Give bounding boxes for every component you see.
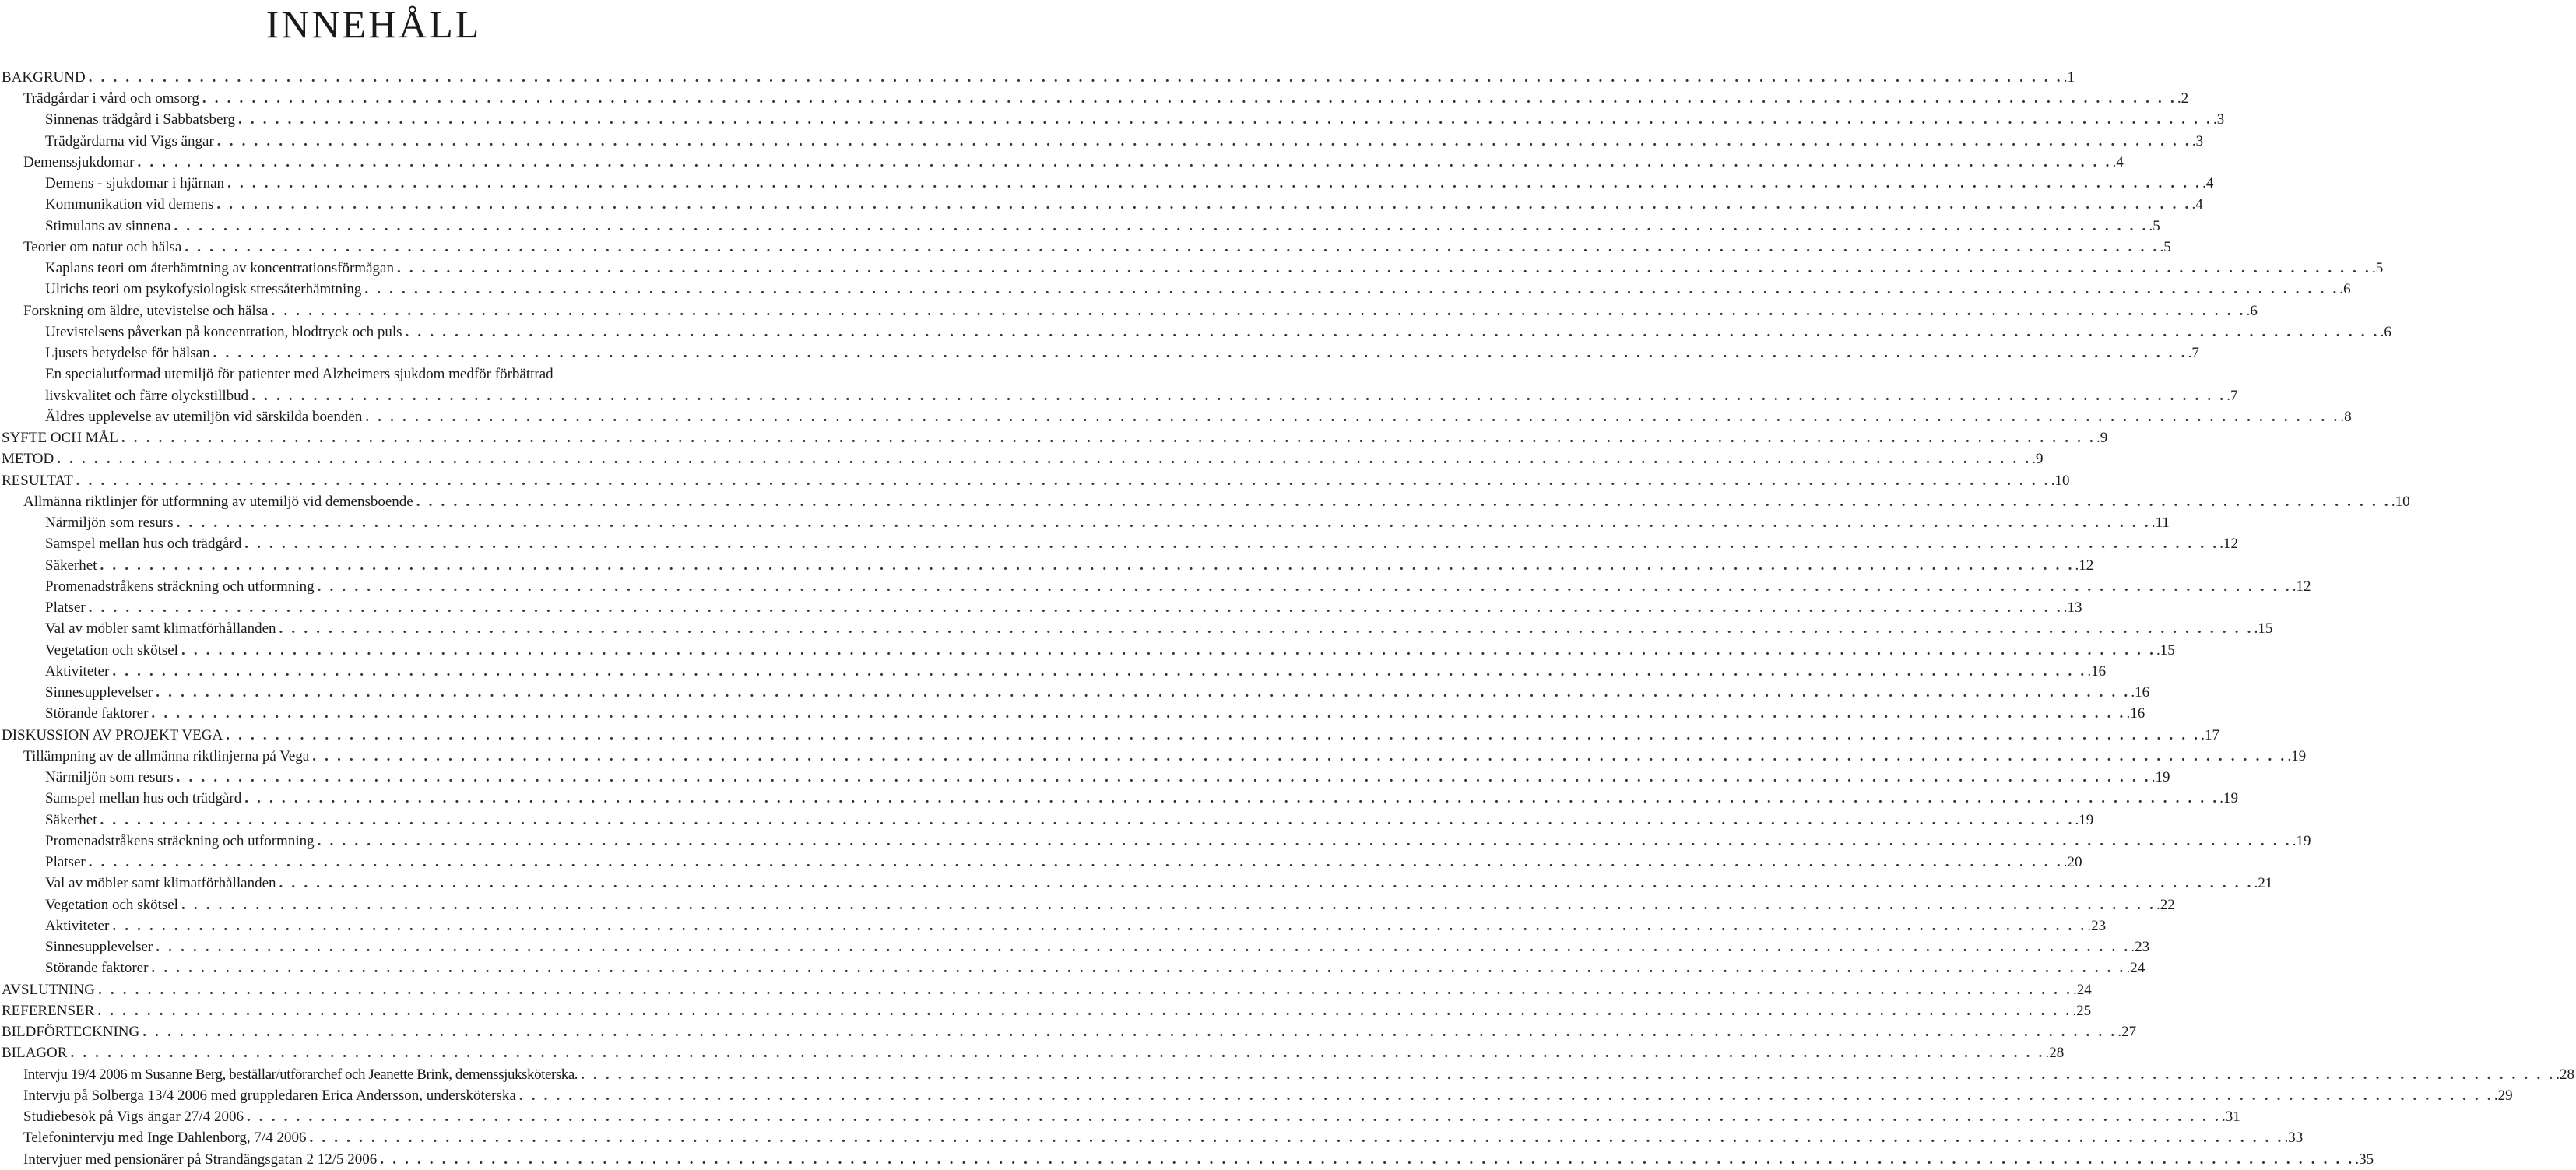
toc-page-number: .3 — [2191, 132, 2204, 149]
dot-leader: . . . . . . . . . . . . . . . . . . . . . . . . . . . . . . . . . . . . . . . . . . . . . . . . . . . . . . . . . . . . . . . . . . . . . . . . . . . . . . . . . . . . . . . . . . . . . . . . . . . . . . . . . . . . . . . . . . . . . . . . . . . . . . . . . . . . . . . . . . . . . . . . . . . . . . . . . . . . . . . . — [185, 238, 2160, 255]
toc-entry-title: Stimulans av sinnena — [45, 217, 171, 234]
toc-page-number: .17 — [2201, 726, 2219, 743]
dot-leader: . . . . . . . . . . . . . . . . . . . . . . . . . . . . . . . . . . . . . . . . . . . . . . . . . . . . . . . . . . . . . . . . . . . . . . . . . . . . . . . . . . . . . . . . . . . . . . . . . . . . . . . . . . . . . . . . . . . . . . . . . . . . . . . . . . . . . . . . . . . . . . . . . . . . . . . . . . . . . . . . — [581, 1066, 2556, 1083]
toc-page-number: .5 — [2160, 238, 2171, 255]
dot-leader: . . . . . . . . . . . . . . . . . . . . . . . . . . . . . . . . . . . . . . . . . . . . . . . . . . . . . . . . . . . . . . . . . . . . . . . . . . . . . . . . . . . . . . . . . . . . . . . . . . . . . . . . . . . . . . . . . . . . . . . . . . . . . . . . . . . . . . . . . . . . . . . . . . . . . . . . . . . . . . . . — [396, 260, 2372, 276]
toc-entry[interactable] — [0, 618, 2273, 639]
toc-entry[interactable] — [0, 661, 2107, 682]
toc-page-number: .19 — [2075, 811, 2094, 828]
dot-leader: . . . . . . . . . . . . . . . . . . . . . . . . . . . . . . . . . . . . . . . . . . . . . . . . . . . . . . . . . . . . . . . . . . . . . . . . . . . . . . . . . . . . . . . . . . . . . . . . . . . . . . . . . . . . . . . . . . . . . . . . . . . . . . . . . . . . . . . . . . . . . . . . . . . . . . . . . . . . . . . . — [405, 323, 2380, 340]
toc-entry[interactable] — [0, 109, 2225, 130]
toc-page-number: .16 — [2131, 684, 2150, 701]
toc-entry[interactable] — [0, 88, 2189, 109]
toc-entry[interactable] — [0, 194, 2203, 215]
toc-entry-title: Studiebesök på Vigs ängar 27/4 2006 — [23, 1109, 244, 1125]
toc-entry[interactable] — [0, 703, 2145, 724]
toc-entry[interactable] — [0, 894, 2175, 915]
toc-page-number: .31 — [2222, 1109, 2240, 1125]
toc-page-number: .3 — [2213, 111, 2225, 128]
toc-entry[interactable] — [0, 1085, 2513, 1106]
toc-entry-title: Samspel mellan hus och trädgård — [45, 536, 242, 553]
toc-entry-title: SYFTE OCH MÅL — [2, 430, 118, 446]
toc-entry[interactable] — [0, 915, 2107, 936]
dot-leader: . . . . . . . . . . . . . . . . . . . . . . . . . . . . . . . . . . . . . . . . . . . . . . . . . . . . . . . . . . . . . . . . . . . . . . . . . . . . . . . . . . . . . . . . . . . . . . . . . . . . . . . . . . . . . . . . . . . . . . . . . . . . . . . . . . . . . . . . . . . . . . . . . . . . . . . . . . . . . . . . — [112, 917, 2087, 934]
toc-page-number: .27 — [2117, 1024, 2137, 1040]
dot-leader: . . . . . . . . . . . . . . . . . . . . . . . . . . . . . . . . . . . . . . . . . . . . . . . . . . . . . . . . . . . . . . . . . . . . . . . . . . . . . . . . . . . . . . . . . . . . . . . . . . . . . . . . . . . . . . . . . . . . . . . . . . . . . . . . . . . . . . . . . . . . . . . . . . . . . . . . . . . . . . . . — [176, 515, 2151, 531]
toc-entry-title: REFERENSER — [2, 1002, 95, 1019]
toc-entry[interactable] — [0, 216, 2160, 237]
toc-page-number: .2 — [2177, 90, 2189, 107]
toc-page-number: .35 — [2355, 1151, 2374, 1168]
toc-page-number: .12 — [2292, 578, 2311, 595]
dot-leader: . . . . . . . . . . . . . . . . . . . . . . . . . . . . . . . . . . . . . . . . . . . . . . . . . . . . . . . . . . . . . . . . . . . . . . . . . . . . . . . . . . . . . . . . . . . . . . . . . . . . . . . . . . . . . . . . . . . . . . . . . . . . . . . . . . . . . . . . . . . . . . . . . . . . . . . . . . . . . . . . — [176, 769, 2151, 785]
dot-leader: . . . . . . . . . . . . . . . . . . . . . . . . . . . . . . . . . . . . . . . . . . . . . . . . . . . . . . . . . . . . . . . . . . . . . . . . . . . . . . . . . . . . . . . . . . . . . . . . . . . . . . . . . . . . . . . . . . . . . . . . . . . . . . . . . . . . . . . . . . . . . . . . . . . . . . . . . . . . . . . . — [100, 811, 2075, 828]
dot-leader: . . . . . . . . . . . . . . . . . . . . . . . . . . . . . . . . . . . . . . . . . . . . . . . . . . . . . . . . . . . . . . . . . . . . . . . . . . . . . . . . . . . . . . . . . . . . . . . . . . . . . . . . . . . . . . . . . . . . . . . . . . . . . . . . . . . . . . . . . . . . . . . . . . . . . . . . . . . . . . . . — [246, 1109, 2222, 1125]
toc-entry[interactable] — [0, 555, 2094, 576]
dot-leader: . . . . . . . . . . . . . . . . . . . . . . . . . . . . . . . . . . . . . . . . . . . . . . . . . . . . . . . . . . . . . . . . . . . . . . . . . . . . . . . . . . . . . . . . . . . . . . . . . . . . . . . . . . . . . . . . . . . . . . . . . . . . . . . . . . . . . . . . . . . . . . . . . . . . . . . . . . . . . . . . — [76, 472, 2051, 489]
toc-page-number: .12 — [2219, 536, 2239, 553]
dot-leader: . . . . . . . . . . . . . . . . . . . . . . . . . . . . . . . . . . . . . . . . . . . . . . . . . . . . . . . . . . . . . . . . . . . . . . . . . . . . . . . . . . . . . . . . . . . . . . . . . . . . . . . . . . . . . . . . . . . . . . . . . . . . . . . . . . . . . . . . . . . . . . . . . . . . . . . . . . . . . . . . — [244, 790, 2219, 807]
toc-entry[interactable] — [0, 873, 2273, 894]
toc-page-number: .6 — [2339, 281, 2351, 298]
toc-page-number: .6 — [2380, 323, 2391, 340]
toc-entry-title: Trädgårdar i vård och omsorg — [23, 90, 199, 107]
dot-leader: . . . . . . . . . . . . . . . . . . . . . . . . . . . . . . . . . . . . . . . . . . . . . . . . . . . . . . . . . . . . . . . . . . . . . . . . . . . . . . . . . . . . . . . . . . . . . . . . . . . . . . . . . . . . . . . . . . . . . . . . . . . . . . . . . . . . . . . . . . . . . . . . . . . . . . . . . . . . . . . . — [88, 69, 2063, 86]
toc-page-number: .9 — [2032, 451, 2044, 468]
toc-entry[interactable] — [0, 427, 2108, 448]
dot-leader: . . . . . . . . . . . . . . . . . . . . . . . . . . . . . . . . . . . . . . . . . . . . . . . . . . . . . . . . . . . . . . . . . . . . . . . . . . . . . . . . . . . . . . . . . . . . . . . . . . . . . . . . . . . . . . . . . . . . . . . . . . . . . . . . . . . . . . . . . . . . . . . . . . . . . . . . . . . . . . . . — [216, 132, 2191, 149]
toc-entry[interactable] — [0, 1149, 2374, 1170]
toc-entry-title: Platser — [45, 854, 86, 870]
dot-leader: . . . . . . . . . . . . . . . . . . . . . . . . . . . . . . . . . . . . . . . . . . . . . . . . . . . . . . . . . . . . . . . . . . . . . . . . . . . . . . . . . . . . . . . . . . . . . . . . . . . . . . . . . . . . . . . . . . . . . . . . . . . . . . . . . . . . . . . . . . . . . . . . . . . . . . . . . . . . . . . . — [416, 493, 2391, 510]
toc-entry-title: Sinnenas trädgård i Sabbatsberg — [45, 111, 235, 128]
dot-leader: . . . . . . . . . . . . . . . . . . . . . . . . . . . . . . . . . . . . . . . . . . . . . . . . . . . . . . . . . . . . . . . . . . . . . . . . . . . . . . . . . . . . . . . . . . . . . . . . . . . . . . . . . . . . . . . . . . . . . . . . . . . . . . . . . . . . . . . . . . . . . . . . . . . . . . . . . . . . . . . . — [271, 302, 2246, 319]
toc-entry-title: Aktiviteter — [45, 917, 110, 934]
toc-page-number: .7 — [2188, 345, 2199, 361]
dot-leader: . . . . . . . . . . . . . . . . . . . . . . . . . . . . . . . . . . . . . . . . . . . . . . . . . . . . . . . . . . . . . . . . . . . . . . . . . . . . . . . . . . . . . . . . . . . . . . . . . . . . . . . . . . . . . . . . . . . . . . . . . . . . . . . . . . . . . . . . . . . . . . . . . . . . . . . . . . . . . . . . — [174, 217, 2149, 234]
toc-entry[interactable] — [0, 576, 2311, 597]
toc-entry[interactable] — [0, 1064, 2574, 1085]
dot-leader: . . . . . . . . . . . . . . . . . . . . . . . . . . . . . . . . . . . . . . . . . . . . . . . . . . . . . . . . . . . . . . . . . . . . . . . . . . . . . . . . . . . . . . . . . . . . . . . . . . . . . . . . . . . . . . . . . . . . . . . . . . . . . . . . . . . . . . . . . . . . . . . . . . . . . . . . . . . . . . . . — [216, 196, 2191, 213]
toc-page-number: .12 — [2075, 557, 2094, 574]
toc-entry-title: Val av möbler samt klimatförhållanden — [45, 620, 276, 638]
toc-entry-title: Kaplans teori om återhämtning av koncentrationsförmågan — [45, 260, 394, 276]
dot-leader: . . . . . . . . . . . . . . . . . . . . . . . . . . . . . . . . . . . . . . . . . . . . . . . . . . . . . . . . . . . . . . . . . . . . . . . . . . . . . . . . . . . . . . . . . . . . . . . . . . . . . . . . . . . . . . . . . . . . . . . . . . . . . . . . . . . . . . . . . . . . . . . . . . . . . . . . . . . . . . . . — [151, 705, 2126, 722]
toc-entry-title: En specialutformad utemiljö för patienter med Alzheimers sjukdom medför förbättrad — [45, 366, 554, 383]
toc-page-number: .15 — [2254, 620, 2273, 638]
toc-page-number: .11 — [2151, 515, 2170, 531]
toc-entry-title: DISKUSSION AV PROJEKT VEGA — [2, 726, 223, 743]
toc-page-number: .15 — [2156, 641, 2175, 659]
toc-entry-title: Störande faktorer — [45, 705, 149, 722]
toc-entry-title: Ljusets betydelse för hälsan — [45, 345, 210, 361]
toc-entry-title: Platser — [45, 599, 86, 616]
dot-leader: . . . . . . . . . . . . . . . . . . . . . . . . . . . . . . . . . . . . . . . . . . . . . . . . . . . . . . . . . . . . . . . . . . . . . . . . . . . . . . . . . . . . . . . . . . . . . . . . . . . . . . . . . . . . . . . . . . . . . . . . . . . . . . . . . . . . . . . . . . . . . . . . . . . . . . . . . . . . . . . . — [88, 854, 2063, 870]
toc-page-number: .1 — [2063, 69, 2075, 86]
toc-entry[interactable] — [0, 448, 2044, 469]
toc-entry[interactable] — [0, 300, 2258, 321]
dot-leader: . . . . . . . . . . . . . . . . . . . . . . . . . . . . . . . . . . . . . . . . . . . . . . . . . . . . . . . . . . . . . . . . . . . . . . . . . . . . . . . . . . . . . . . . . . . . . . . . . . . . . . . . . . . . . . . . . . . . . . . . . . . . . . . . . . . . . . . . . . . . . . . . . . . . . . . . . . . . . . . . — [121, 430, 2096, 446]
dot-leader: . . . . . . . . . . . . . . . . . . . . . . . . . . . . . . . . . . . . . . . . . . . . . . . . . . . . . . . . . . . . . . . . . . . . . . . . . . . . . . . . . . . . . . . . . . . . . . . . . . . . . . . . . . . . . . . . . . . . . . . . . . . . . . . . . . . . . . . . . . . . . . . . . . . . . . . . . . . . . . . . — [142, 1024, 2117, 1040]
toc-entry[interactable] — [0, 831, 2311, 852]
toc-entry[interactable] — [0, 979, 2092, 1000]
dot-leader: . . . . . . . . . . . . . . . . . . . . . . . . . . . . . . . . . . . . . . . . . . . . . . . . . . . . . . . . . . . . . . . . . . . . . . . . . . . . . . . . . . . . . . . . . . . . . . . . . . . . . . . . . . . . . . . . . . . . . . . . . . . . . . . . . . . . . . . . . . . . . . . . . . . . . . . . . . . . . . . . — [181, 896, 2156, 913]
toc-entry[interactable] — [0, 533, 2239, 554]
dot-leader: . . . . . . . . . . . . . . . . . . . . . . . . . . . . . . . . . . . . . . . . . . . . . . . . . . . . . . . . . . . . . . . . . . . . . . . . . . . . . . . . . . . . . . . . . . . . . . . . . . . . . . . . . . . . . . . . . . . . . . . . . . . . . . . . . . . . . . . . . . . . . . . . . . . . . . . . . . . . . . . . — [88, 599, 2063, 616]
toc-entry-title: Säkerhet — [45, 811, 97, 828]
toc-entry[interactable] — [0, 682, 2150, 703]
dot-leader: . . . . . . . . . . . . . . . . . . . . . . . . . . . . . . . . . . . . . . . . . . . . . . . . . . . . . . . . . . . . . . . . . . . . . . . . . . . . . . . . . . . . . . . . . . . . . . . . . . . . . . . . . . . . . . . . . . . . . . . . . . . . . . . . . . . . . . . . . . . . . . . . . . . . . . . . . . . . . . . . — [365, 408, 2340, 425]
toc-page-number: .19 — [2151, 769, 2170, 785]
dot-leader: . . . . . . . . . . . . . . . . . . . . . . . . . . . . . . . . . . . . . . . . . . . . . . . . . . . . . . . . . . . . . . . . . . . . . . . . . . . . . . . . . . . . . . . . . . . . . . . . . . . . . . . . . . . . . . . . . . . . . . . . . . . . . . . . . . . . . . . . . . . . . . . . . . . . . . . . . . . . . . . . — [309, 1130, 2284, 1147]
dot-leader: . . . . . . . . . . . . . . . . . . . . . . . . . . . . . . . . . . . . . . . . . . . . . . . . . . . . . . . . . . . . . . . . . . . . . . . . . . . . . . . . . . . . . . . . . . . . . . . . . . . . . . . . . . . . . . . . . . . . . . . . . . . . . . . . . . . . . . . . . . . . . . . . . . . . . . . . . . . . . . . . — [213, 345, 2188, 361]
toc-entry-title: Vegetation och skötsel — [45, 896, 178, 913]
toc-page-number: .4 — [2112, 153, 2124, 170]
toc-page-number: .21 — [2254, 875, 2273, 892]
document-title: INNEHÅLL — [265, 2, 482, 46]
toc-page-number: .29 — [2493, 1087, 2513, 1104]
toc-entry[interactable] — [0, 364, 747, 385]
toc-entry[interactable] — [0, 1106, 2240, 1127]
toc-page-number: .28 — [2045, 1045, 2065, 1062]
dot-leader: . . . . . . . . . . . . . . . . . . . . . . . . . . . . . . . . . . . . . . . . . . . . . . . . . . . . . . . . . . . . . . . . . . . . . . . . . . . . . . . . . . . . . . . . . . . . . . . . . . . . . . . . . . . . . . . . . . . . . . . . . . . . . . . . . . . . . . . . . . . . . . . . . . . . . . . . . . . . . . . . — [97, 1002, 2072, 1019]
toc-page-number: .28 — [2556, 1066, 2574, 1083]
toc-entry-title: Promenadstråkens sträckning och utformning — [45, 578, 315, 595]
toc-page-number: .22 — [2156, 896, 2175, 913]
toc-entry-title: Demens - sjukdomar i hjärnan — [45, 175, 225, 191]
toc-page-number: .8 — [2340, 408, 2352, 425]
toc-entry-title: Demenssjukdomar — [23, 153, 135, 170]
dot-leader: . . . . . . . . . . . . . . . . . . . . . . . . . . . . . . . . . . . . . . . . . . . . . . . . . . . . . . . . . . . . . . . . . . . . . . . . . . . . . . . . . . . . . . . . . . . . . . . . . . . . . . . . . . . . . . . . . . . . . . . . . . . . . . . . . . . . . . . . . . . . . . . . . . . . . . . . . . . . . . . . — [226, 726, 2201, 743]
toc-entry[interactable] — [0, 936, 2150, 957]
toc-entry-title: Trädgårdarna vid Vigs ängar — [45, 132, 214, 149]
toc-entry[interactable] — [0, 1127, 2304, 1148]
toc-entry[interactable] — [0, 767, 2170, 788]
toc-entry-title: Störande faktorer — [45, 960, 149, 977]
toc-entry[interactable] — [0, 385, 2238, 406]
toc-page-number: .5 — [2372, 260, 2384, 276]
toc-entry-title: Sinnesupplevelser — [45, 939, 153, 955]
toc-entry[interactable] — [0, 1021, 2137, 1042]
toc-entry[interactable] — [0, 258, 2384, 279]
dot-leader: . . . . . . . . . . . . . . . . . . . . . . . . . . . . . . . . . . . . . . . . . . . . . . . . . . . . . . . . . . . . . . . . . . . . . . . . . . . . . . . . . . . . . . . . . . . . . . . . . . . . . . . . . . . . . . . . . . . . . . . . . . . . . . . . . . . . . . . . . . . . . . . . . . . . . . . . . . . . . . . . — [317, 832, 2292, 849]
toc-entry-title: Promenadstråkens sträckning och utformning — [45, 832, 315, 849]
dot-leader: . . . . . . . . . . . . . . . . . . . . . . . . . . . . . . . . . . . . . . . . . . . . . . . . . . . . . . . . . . . . . . . . . . . . . . . . . . . . . . . . . . . . . . . . . . . . . . . . . . . . . . . . . . . . . . . . . . . . . . . . . . . . . . . . . . . . . . . . . . . . . . . . . . . . . . . . . . . . . . . . — [227, 175, 2202, 191]
toc-page-number: .16 — [2126, 705, 2145, 722]
dot-leader: . . . . . . . . . . . . . . . . . . . . . . . . . . . . . . . . . . . . . . . . . . . . . . . . . . . . . . . . . . . . . . . . . . . . . . . . . . . . . . . . . . . . . . . . . . . . . . . . . . . . . . . . . . . . . . . . . . . . . . . . . . . . . . . . . . . . . . . . . . . . . . . . . . . . . . . . . . . . . . . . — [137, 153, 2112, 170]
toc-page-number: .33 — [2284, 1130, 2304, 1147]
dot-leader: . . . . . . . . . . . . . . . . . . . . . . . . . . . . . . . . . . . . . . . . . . . . . . . . . . . . . . . . . . . . . . . . . . . . . . . . . . . . . . . . . . . . . . . . . . . . . . . . . . . . . . . . . . . . . . . . . . . . . . . . . . . . . . . . . . . . . . . . . . . . . . . . . . . . . . . . . . . . . . . . — [181, 641, 2156, 659]
toc-entry-title: Intervju 19/4 2006 m Susanne Berg, beställar/utförarchef och Jeanette Brink, demenssjuksköterska. — [23, 1066, 578, 1083]
toc-entry[interactable] — [0, 725, 2219, 746]
dot-leader: . . . . . . . . . . . . . . . . . . . . . . . . . . . . . . . . . . . . . . . . . . . . . . . . . . . . . . . . . . . . . . . . . . . . . . . . . . . . . . . . . . . . . . . . . . . . . . . . . . . . . . . . . . . . . . . . . . . . . . . . . . . . . . . . . . . . . . . . . . . . . . . . . . . . . . . . . . . . . . . . — [279, 620, 2254, 638]
toc-entry[interactable] — [0, 1042, 2065, 1063]
dot-leader: . . . . . . . . . . . . . . . . . . . . . . . . . . . . . . . . . . . . . . . . . . . . . . . . . . . . . . . . . . . . . . . . . . . . . . . . . . . . . . . . . . . . . . . . . . . . . . . . . . . . . . . . . . . . . . . . . . . . . . . . . . . . . . . . . . . . . . . . . . . . . . . . . . . . . . . . . . . . . . . . — [70, 1045, 2045, 1062]
toc-page-number: .25 — [2072, 1002, 2092, 1019]
toc-entry[interactable] — [0, 810, 2094, 831]
dot-leader: . . . . . . . . . . . . . . . . . . . . . . . . . . . . . . . . . . . . . . . . . . . . . . . . . . . . . . . . . . . . . . . . . . . . . . . . . . . . . . . . . . . . . . . . . . . . . . . . . . . . . . . . . . . . . . . . . . . . . . . . . . . . . . . . . . . . . . . . . . . . . . . . . . . . . . . . . . . . . . . . — [312, 747, 2287, 764]
toc-page-number: .5 — [2149, 217, 2160, 234]
dot-leader: . . . . . . . . . . . . . . . . . . . . . . . . . . . . . . . . . . . . . . . . . . . . . . . . . . . . . . . . . . . . . . . . . . . . . . . . . . . . . . . . . . . . . . . . . . . . . . . . . . . . . . . . . . . . . . . . . . . . . . . . . . . . . . . . . . . . . . . . . . . . . . . . . . . . . . . . . . . . . . . . — [279, 875, 2254, 892]
toc-page-number: .23 — [2087, 917, 2107, 934]
toc-entry[interactable] — [0, 321, 2391, 343]
dot-leader: . . . . . . . . . . . . . . . . . . . . . . . . . . . . . . . . . . . . . . . . . . . . . . . . . . . . . . . . . . . . . . . . . . . . . . . . . . . . . . . . . . . . . . . . . . . . . . . . . . . . . . . . . . . . . . . . . . . . . . . . . . . . . . . . . . . . . . . . . . . . . . . . . . . . . . . . . . . . . . . . — [57, 451, 2032, 468]
toc-entry[interactable] — [0, 640, 2175, 661]
toc-page-number: .20 — [2063, 854, 2082, 870]
toc-entry-title: BILDFÖRTECKNING — [2, 1024, 140, 1040]
toc-entry-title: Forskning om äldre, utevistelse och hälsa — [23, 302, 269, 319]
toc-page-number: .19 — [2292, 832, 2311, 849]
toc-entry-title: Säkerhet — [45, 557, 97, 574]
toc-entry-title: Val av möbler samt klimatförhållanden — [45, 875, 276, 892]
toc-entry[interactable] — [0, 512, 2170, 533]
toc-entry-title: Intervju på Solberga 13/4 2006 med gruppledaren Erica Andersson, undersköterska — [23, 1087, 516, 1104]
toc-page-number: .16 — [2087, 662, 2107, 680]
dot-leader: . . . . . . . . . . . . . . . . . . . . . . . . . . . . . . . . . . . . . . . . . . . . . . . . . . . . . . . . . . . . . . . . . . . . . . . . . . . . . . . . . . . . . . . . . . . . . . . . . . . . . . . . . . . . . . . . . . . . . . . . . . . . . . . . . . . . . . . . . . . . . . . . . . . . . . . . . . . . . . . . — [202, 90, 2177, 107]
toc-entry-title: AVSLUTNING — [2, 981, 95, 998]
toc-entry-title: METOD — [2, 451, 54, 468]
toc-entry[interactable] — [0, 470, 2070, 491]
toc-entry-title: RESULTAT — [2, 472, 73, 489]
toc-entry[interactable] — [0, 957, 2145, 979]
toc-entry[interactable] — [0, 173, 2214, 194]
toc-entry-title: Tillämpning av de allmänna riktlinjerna på Vega — [23, 747, 310, 764]
toc-page-number: .10 — [2051, 472, 2070, 489]
toc-entry[interactable] — [0, 788, 2239, 809]
toc-page-number: .9 — [2096, 430, 2108, 446]
toc-entry-title: Allmänna riktlinjer för utformning av utemiljö vid demensboende — [23, 493, 413, 510]
toc-entry-title: Aktiviteter — [45, 662, 110, 680]
toc-page-number: .7 — [2226, 387, 2238, 404]
toc-page-number: .4 — [2202, 175, 2214, 191]
dot-leader: . . . . . . . . . . . . . . . . . . . . . . . . . . . . . . . . . . . . . . . . . . . . . . . . . . . . . . . . . . . . . . . . . . . . . . . . . . . . . . . . . . . . . . . . . . . . . . . . . . . . . . . . . . . . . . . . . . . . . . . . . . . . . . . . . . . . . . . . . . . . . . . . . . . . . . . . . . . . . . . . — [317, 578, 2292, 595]
toc-entry-title: Samspel mellan hus och trädgård — [45, 790, 242, 807]
toc-entry-title: Utevistelsens påverkan på koncentration, blodtryck och puls — [45, 323, 402, 340]
toc-entry[interactable] — [0, 131, 2204, 152]
toc-entry-title: Sinnesupplevelser — [45, 684, 153, 701]
toc-page-number: .24 — [2126, 960, 2145, 977]
dot-leader: . . . . . . . . . . . . . . . . . . . . . . . . . . . . . . . . . . . . . . . . . . . . . . . . . . . . . . . . . . . . . . . . . . . . . . . . . . . . . . . . . . . . . . . . . . . . . . . . . . . . . . . . . . . . . . . . . . . . . . . . . . . . . . . . . . . . . . . . . . . . . . . . . . . . . . . . . . . . . . . . — [244, 536, 2219, 553]
toc-page-number: .19 — [2219, 790, 2239, 807]
dot-leader: . . . . . . . . . . . . . . . . . . . . . . . . . . . . . . . . . . . . . . . . . . . . . . . . . . . . . . . . . . . . . . . . . . . . . . . . . . . . . . . . . . . . . . . . . . . . . . . . . . . . . . . . . . . . . . . . . . . . . . . . . . . . . . . . . . . . . . . . . . . . . . . . . . . . . . . . . . . . . . . . — [112, 662, 2087, 680]
toc-entry-title: Kommunikation vid demens — [45, 196, 214, 213]
toc-entry[interactable] — [0, 597, 2082, 618]
toc-entry-title: Närmiljön som resurs — [45, 515, 174, 531]
dot-leader: . . . . . . . . . . . . . . . . . . . . . . . . . . . . . . . . . . . . . . . . . . . . . . . . . . . . . . . . . . . . . . . . . . . . . . . . . . . . . . . . . . . . . . . . . . . . . . . . . . . . . . . . . . . . . . . . . . . . . . . . . . . . . . . . . . . . . . . . . . . . . . . . . . . . . . . . . . . . . . . . — [156, 939, 2131, 955]
toc-page-number: .10 — [2391, 493, 2410, 510]
toc-entry[interactable] — [0, 491, 2410, 512]
toc-entry[interactable] — [0, 67, 2075, 88]
toc-entry-title: BAKGRUND — [2, 69, 86, 86]
toc-entry-title: Vegetation och skötsel — [45, 641, 178, 659]
toc-entry[interactable] — [0, 406, 2352, 427]
dot-leader: . . . . . . . . . . . . . . . . . . . . . . . . . . . . . . . . . . . . . . . . . . . . . . . . . . . . . . . . . . . . . . . . . . . . . . . . . . . . . . . . . . . . . . . . . . . . . . . . . . . . . . . . . . . . . . . . . . . . . . . . . . . . . . . . . . . . . . . . . . . . . . . . . . . . . . . . . . . . . . . . — [251, 387, 2226, 404]
toc-entry-title: Äldres upplevelse av utemiljön vid särskilda boenden — [45, 408, 363, 425]
dot-leader: . . . . . . . . . . . . . . . . . . . . . . . . . . . . . . . . . . . . . . . . . . . . . . . . . . . . . . . . . . . . . . . . . . . . . . . . . . . . . . . . . . . . . . . . . . . . . . . . . . . . . . . . . . . . . . . . . . . . . . . . . . . . . . . . . . . . . . . . . . . . . . . . . . . . . . . . . . . . . . . . — [380, 1151, 2355, 1168]
dot-leader: . . . . . . . . . . . . . . . . . . . . . . . . . . . . . . . . . . . . . . . . . . . . . . . . . . . . . . . . . . . . . . . . . . . . . . . . . . . . . . . . . . . . . . . . . . . . . . . . . . . . . . . . . . . . . . . . . . . . . . . . . . . . . . . . . . . . . . . . . . . . . . . . . . . . . . . . . . . . . . . . — [151, 960, 2126, 977]
toc-entry[interactable] — [0, 1000, 2092, 1021]
toc-page-number: .4 — [2191, 196, 2203, 213]
toc-entry-title: Teorier om natur och hälsa — [23, 238, 182, 255]
toc-entry[interactable] — [0, 852, 2082, 873]
toc-entry-title: BILAGOR — [2, 1045, 68, 1062]
dot-leader: . . . . . . . . . . . . . . . . . . . . . . . . . . . . . . . . . . . . . . . . . . . . . . . . . . . . . . . . . . . . . . . . . . . . . . . . . . . . . . . . . . . . . . . . . . . . . . . . . . . . . . . . . . . . . . . . . . . . . . . . . . . . . . . . . . . . . . . . . . . . . . . . . . . . . . . . . . . . . . . . — [518, 1087, 2493, 1104]
dot-leader: . . . . . . . . . . . . . . . . . . . . . . . . . . . . . . . . . . . . . . . . . . . . . . . . . . . . . . . . . . . . . . . . . . . . . . . . . . . . . . . . . . . . . . . . . . . . . . . . . . . . . . . . . . . . . . . . . . . . . . . . . . . . . . . . . . . . . . . . . . . . . . . . . . . . . . . . . . . . . . . . — [364, 281, 2339, 298]
dot-leader: . . . . . . . . . . . . . . . . . . . . . . . . . . . . . . . . . . . . . . . . . . . . . . . . . . . . . . . . . . . . . . . . . . . . . . . . . . . . . . . . . . . . . . . . . . . . . . . . . . . . . . . . . . . . . . . . . . . . . . . . . . . . . . . . . . . . . . . . . . . . . . . . . . . . . . . . . . . . . . . . — [156, 684, 2131, 701]
toc-entry[interactable] — [0, 279, 2351, 300]
dot-leader: . . . . . . . . . . . . . . . . . . . . . . . . . . . . . . . . . . . . . . . . . . . . . . . . . . . . . . . . . . . . . . . . . . . . . . . . . . . . . . . . . . . . . . . . . . . . . . . . . . . . . . . . . . . . . . . . . . . . . . . . . . . . . . . . . . . . . . . . . . . . . . . . . . . . . . . . . . . . . . . . — [100, 557, 2075, 574]
toc-page-number: .13 — [2063, 599, 2082, 616]
toc-entry[interactable] — [0, 746, 2307, 767]
toc-entry-title: Ulrichs teori om psykofysiologisk stressåterhämtning — [45, 281, 362, 298]
toc-page-number: .24 — [2073, 981, 2092, 998]
table-of-contents — [0, 67, 2574, 1170]
toc-entry-title: Telefonintervju med Inge Dahlenborg, 7/4 2006 — [23, 1130, 307, 1147]
dot-leader: . . . . . . . . . . . . . . . . . . . . . . . . . . . . . . . . . . . . . . . . . . . . . . . . . . . . . . . . . . . . . . . . . . . . . . . . . . . . . . . . . . . . . . . . . . . . . . . . . . . . . . . . . . . . . . . . . . . . . . . . . . . . . . . . . . . . . . . . . . . . . . . . . . . . . . . . . . . . . . . . — [97, 981, 2073, 998]
toc-entry[interactable] — [0, 152, 2124, 173]
toc-page-number: .23 — [2131, 939, 2150, 955]
toc-entry[interactable] — [0, 343, 2199, 364]
dot-leader: . . . . . . . . . . . . . . . . . . . . . . . . . . . . . . . . . . . . . . . . . . . . . . . . . . . . . . . . . . . . . . . . . . . . . . . . . . . . . . . . . . . . . . . . . . . . . . . . . . . . . . . . . . . . . . . . . . . . . . . . . . . . . . . . . . . . . . . . . . . . . . . . . . . . . . . . . . . . . . . . — [237, 111, 2213, 128]
toc-page-number: .19 — [2287, 747, 2307, 764]
toc-entry-title: Intervjuer med pensionärer på Strandängsgatan 2 12/5 2006 — [23, 1151, 378, 1168]
toc-entry[interactable] — [0, 237, 2171, 258]
toc-entry-title: livskvalitet och färre olyckstillbud — [45, 387, 249, 404]
toc-entry-title: Närmiljön som resurs — [45, 769, 174, 785]
toc-page-number: .6 — [2246, 302, 2258, 319]
